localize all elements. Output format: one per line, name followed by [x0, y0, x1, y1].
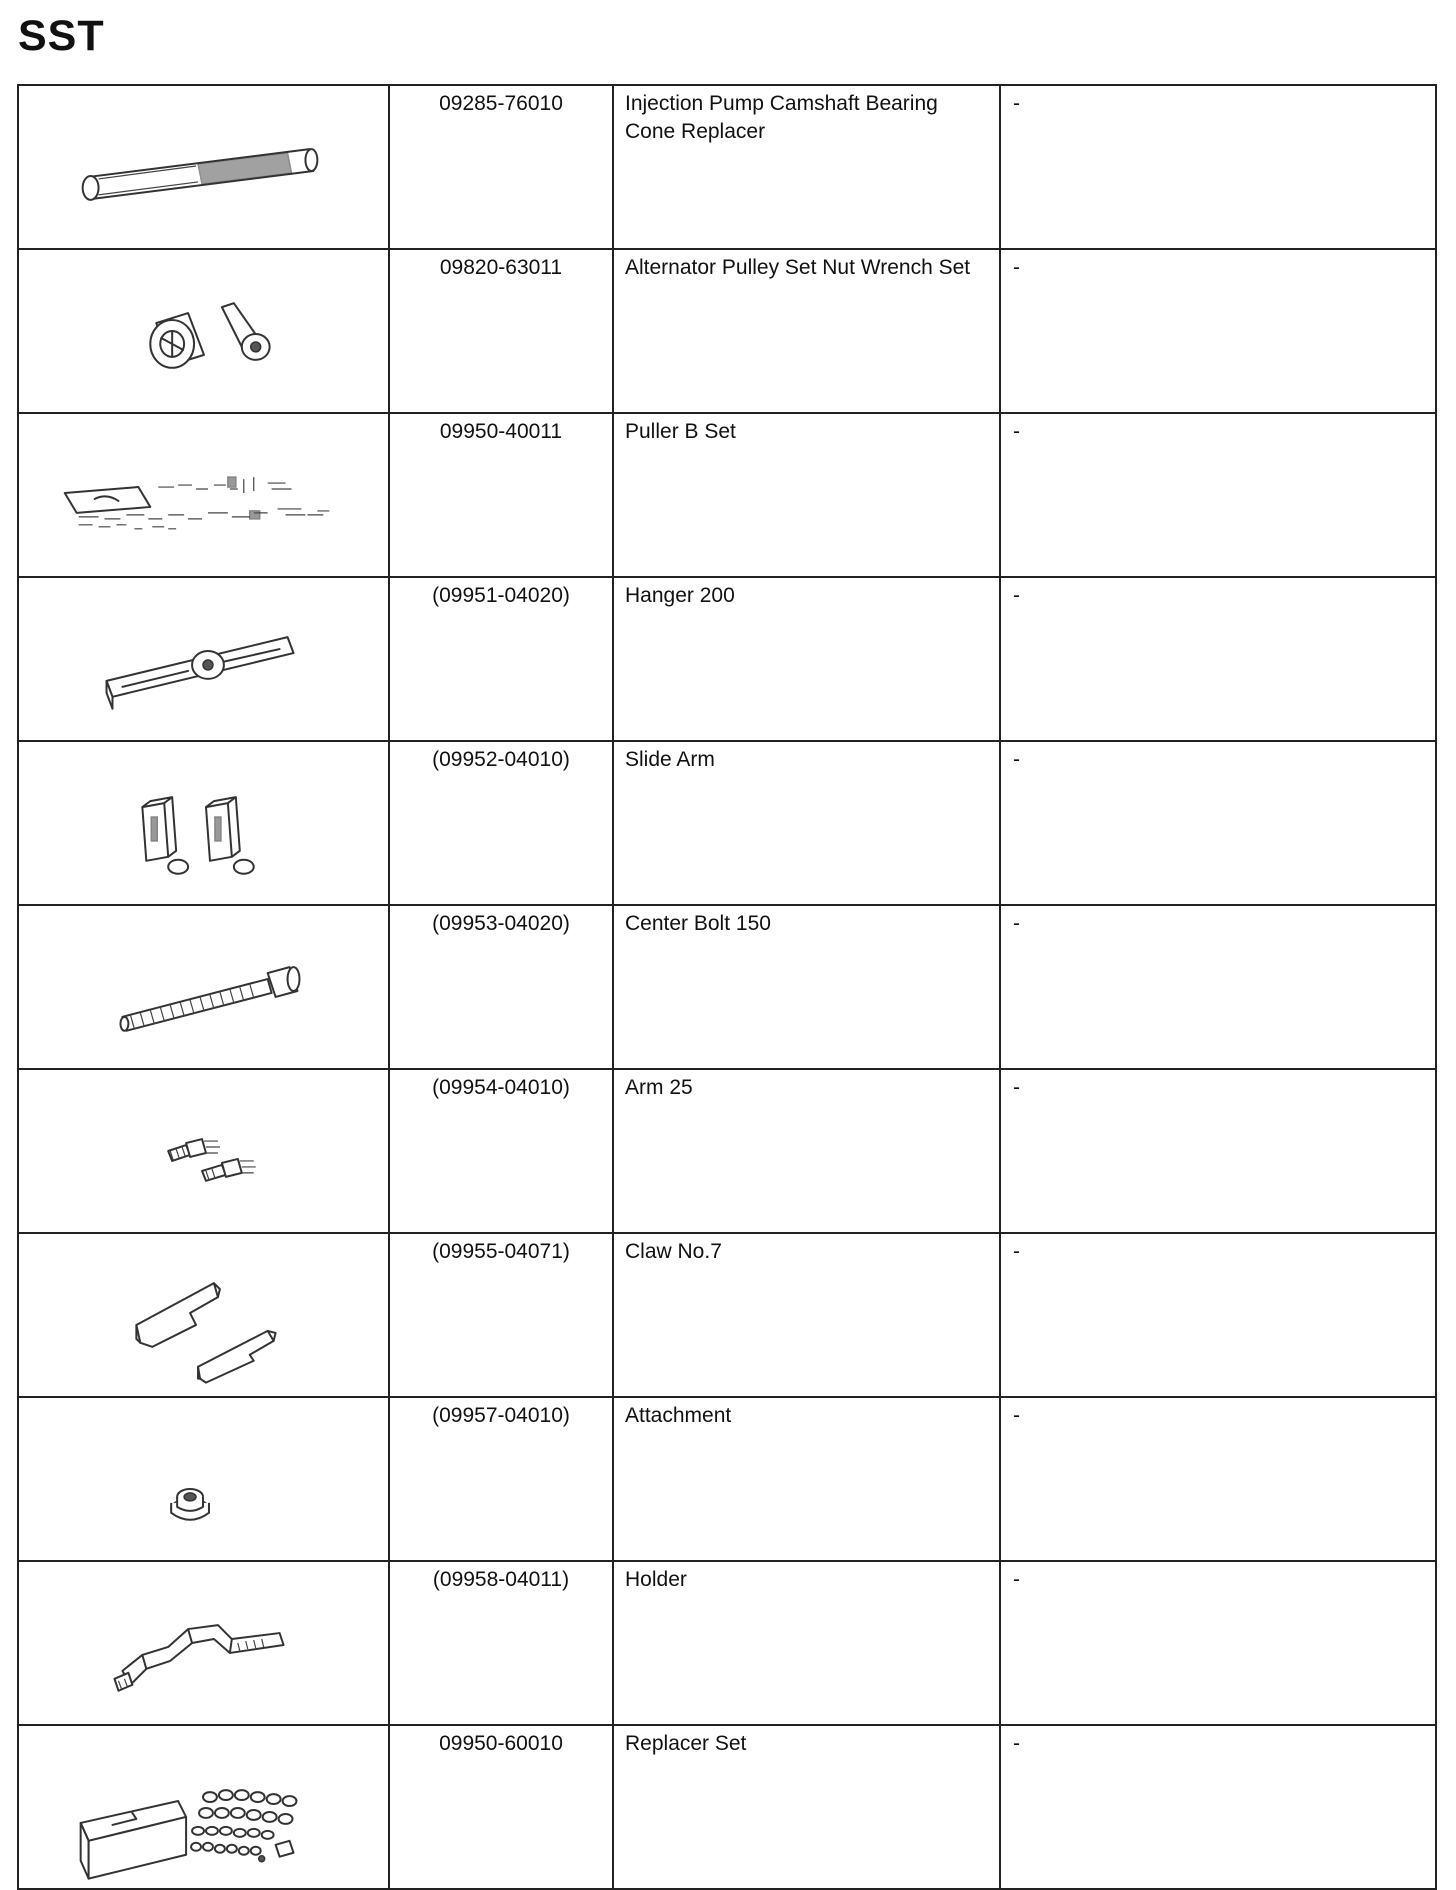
tool-note: - [1000, 1725, 1436, 1889]
tool-note: - [1000, 1397, 1436, 1561]
tool-note: - [1000, 1561, 1436, 1725]
tool-name: Replacer Set [613, 1725, 1000, 1889]
tool-note: - [1000, 905, 1436, 1069]
tool-illustration-cell [18, 249, 389, 413]
part-number: (09952-04010) [389, 741, 613, 905]
arm-studs-icon [19, 1070, 388, 1232]
slide-arm-blocks-icon [19, 742, 388, 904]
table-row [18, 1725, 1436, 1889]
claw-pair-icon [19, 1234, 388, 1396]
table-row [18, 741, 1436, 905]
tool-name: Injection Pump Camshaft Bearing Cone Replacer [613, 85, 1000, 249]
table-row [18, 1561, 1436, 1725]
center-bolt-icon [19, 906, 388, 1068]
bearing-cone-replacer-tool-icon [19, 86, 388, 248]
tool-name: Hanger 200 [613, 577, 1000, 741]
tool-note: - [1000, 1233, 1436, 1397]
table-row [18, 577, 1436, 741]
pulley-nut-wrench-set-icon [19, 250, 388, 412]
tool-name: Slide Arm [613, 741, 1000, 905]
hanger-bar-icon [19, 578, 388, 740]
part-number: (09955-04071) [389, 1233, 613, 1397]
tool-note: - [1000, 741, 1436, 905]
tool-illustration-cell [18, 85, 389, 249]
tool-note: - [1000, 249, 1436, 413]
puller-set-parts-icon [19, 414, 388, 576]
table-row [18, 1397, 1436, 1561]
part-number: (09954-04010) [389, 1069, 613, 1233]
attachment-collar-icon [19, 1398, 388, 1560]
part-number: 09820-63011 [389, 249, 613, 413]
sst-table [17, 84, 1437, 1890]
table-row [18, 1069, 1436, 1233]
tool-name: Alternator Pulley Set Nut Wrench Set [613, 249, 1000, 413]
part-number: 09285-76010 [389, 85, 613, 249]
part-number: 09950-60010 [389, 1725, 613, 1889]
part-number: 09950-40011 [389, 413, 613, 577]
replacer-set-case-icon [19, 1726, 388, 1888]
tool-illustration-cell [18, 1725, 389, 1889]
table-row [18, 85, 1436, 249]
part-number: (09951-04020) [389, 577, 613, 741]
page-title: SST [18, 12, 105, 60]
tool-illustration-cell [18, 1397, 389, 1561]
part-number: (09958-04011) [389, 1561, 613, 1725]
tool-illustration-cell [18, 1561, 389, 1725]
tool-illustration-cell [18, 413, 389, 577]
table-row [18, 1233, 1436, 1397]
part-number: (09953-04020) [389, 905, 613, 1069]
tool-illustration-cell [18, 905, 389, 1069]
part-number: (09957-04010) [389, 1397, 613, 1561]
table-row [18, 249, 1436, 413]
holder-bracket-icon [19, 1562, 388, 1724]
tool-name: Attachment [613, 1397, 1000, 1561]
tool-note: - [1000, 577, 1436, 741]
table-row [18, 413, 1436, 577]
tool-illustration-cell [18, 577, 389, 741]
tool-note: - [1000, 1069, 1436, 1233]
tool-name: Center Bolt 150 [613, 905, 1000, 1069]
tool-name: Holder [613, 1561, 1000, 1725]
tool-name: Puller B Set [613, 413, 1000, 577]
tool-illustration-cell [18, 1233, 389, 1397]
tool-name: Arm 25 [613, 1069, 1000, 1233]
tool-name: Claw No.7 [613, 1233, 1000, 1397]
tool-illustration-cell [18, 1069, 389, 1233]
tool-illustration-cell [18, 741, 389, 905]
tool-note: - [1000, 413, 1436, 577]
table-row [18, 905, 1436, 1069]
tool-note: - [1000, 85, 1436, 249]
